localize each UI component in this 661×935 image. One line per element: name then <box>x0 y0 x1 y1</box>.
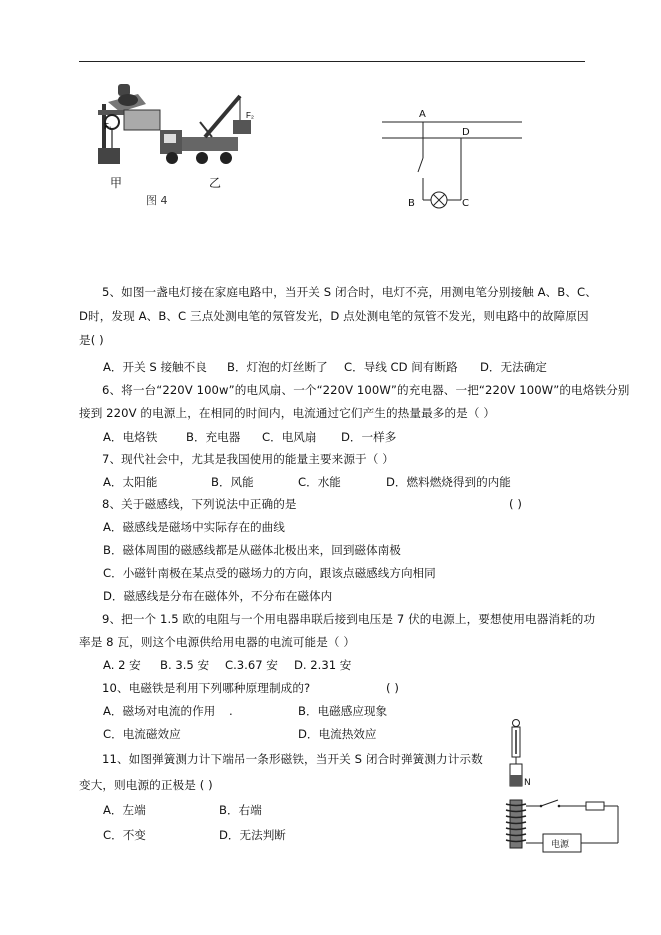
q9-option-a: A. 2 安 <box>103 658 141 672</box>
q10-line-1: 10、电磁铁是利用下列哪种原理制成的? <box>102 681 311 695</box>
q9-line-1: 9、把一个 1.5 欧的电阻与一个用电器串联后接到电压是 7 伏的电源上，要想使用电器消耗的功 <box>102 612 596 626</box>
q6-option-b: B．充电器 <box>186 430 241 444</box>
circuit-label-b: B <box>408 198 415 209</box>
q9-line-2: 率是 8 瓦，则这个电源供给用电器的电流可能是（ ） <box>79 635 356 649</box>
q7-option-b: B．风能 <box>211 475 254 489</box>
fig4-label-left: 甲 <box>110 176 123 190</box>
circuit-label-d: D <box>462 127 470 138</box>
fig4-caption: 图 4 <box>146 194 168 207</box>
q11-option-b: B．右端 <box>219 803 262 817</box>
q8-option-b: B．磁体周围的磁感线都是从磁体北极出来，回到磁体南极 <box>103 543 401 557</box>
power-source-label: 电源 <box>551 840 570 850</box>
header-rule <box>79 61 585 62</box>
q7-option-d: D．燃料燃烧得到的内能 <box>386 475 511 489</box>
q8-option-c: C．小磁针南极在某点受的磁场力的方向，跟该点磁感线方向相同 <box>103 566 436 580</box>
q5-line-2: D时，发现 A、B、C 三点处测电笔的氖管发光，D 点处测电笔的氖管不发光，则电路中的故障原因 <box>79 309 589 323</box>
q11-option-d: D．无法判断 <box>219 828 286 842</box>
q5-option-c: C．导线 CD 间有断路 <box>344 360 458 374</box>
q6-line-1: 6、将一台“220V 100w”的电风扇、一个“220V 100W”的充电器、一把“220V 100W”的电烙铁分别 <box>102 383 630 397</box>
circuit-label-c: C <box>462 198 469 209</box>
magnet-n-label: N <box>524 778 531 788</box>
q8-line-1: 8、关于磁感线，下列说法中正确的是 <box>102 497 297 511</box>
q5-option-a: A．开关 S 接触不良 <box>103 360 207 374</box>
q7-option-a: A．太阳能 <box>103 475 158 489</box>
q5-option-d: D．无法确定 <box>480 360 547 374</box>
q9-option-b: B. 3.5 安 <box>160 658 210 672</box>
f2-label: F₂ <box>246 111 254 120</box>
q8-option-a: A．磁感线是磁场中实际存在的曲线 <box>103 520 285 534</box>
fig4-label-right: 乙 <box>209 176 222 190</box>
q11-option-c: C．不变 <box>103 828 146 842</box>
q10-option-a: A．磁场对电流的作用 <box>103 704 216 718</box>
q11-line-2: 变大，则电源的正极是 ( ) <box>79 778 213 792</box>
q5-line-3: 是( ) <box>79 333 104 347</box>
crane-illustration <box>90 82 270 212</box>
q6-option-c: C．电风扇 <box>262 430 317 444</box>
q8-option-d: D．磁感线是分布在磁体外，不分布在磁体内 <box>103 589 333 603</box>
q9-option-c: C.3.67 安 <box>225 658 278 672</box>
figure-4 <box>90 82 270 212</box>
q11-option-a: A．左端 <box>103 803 146 817</box>
q5-option-b: B．灯泡的灯丝断了 <box>227 360 328 374</box>
q11-line-1: 11、如图弹簧测力计下端吊一条形磁铁，当开关 S 闭合时弹簧测力计示数 <box>102 752 483 766</box>
q7-option-c: C．水能 <box>298 475 341 489</box>
circuit-diagram <box>378 108 528 218</box>
f1-label: F₁ <box>104 122 112 131</box>
q10-stray-dot: . <box>229 704 233 718</box>
q10-paren: ( ) <box>386 681 400 695</box>
spring-balance-figure <box>496 718 626 858</box>
circuit-label-a: A <box>419 109 426 120</box>
q6-line-2: 接到 220V 的电源上，在相同的时间内，电流通过它们产生的热量最多的是（ ） <box>79 406 496 420</box>
q10-option-c: C．电流磁效应 <box>103 727 181 741</box>
q7-line-1: 7、现代社会中，尤其是我国使用的能量主要来源于（ ） <box>102 452 394 466</box>
q6-option-a: A．电烙铁 <box>103 430 158 444</box>
q5-line-1: 5、如图一盏电灯接在家庭电路中，当开关 S 闭合时，电灯不亮，用测电笔分别接触 A、B、C、 <box>102 285 597 299</box>
q9-option-d: D. 2.31 安 <box>294 658 352 672</box>
q6-option-d: D．一样多 <box>341 430 397 444</box>
q10-option-d: D．电流热效应 <box>298 727 377 741</box>
q10-option-b: B．电磁感应现象 <box>298 704 388 718</box>
q8-paren: ( ) <box>509 497 523 511</box>
circuit-svg <box>378 108 528 218</box>
